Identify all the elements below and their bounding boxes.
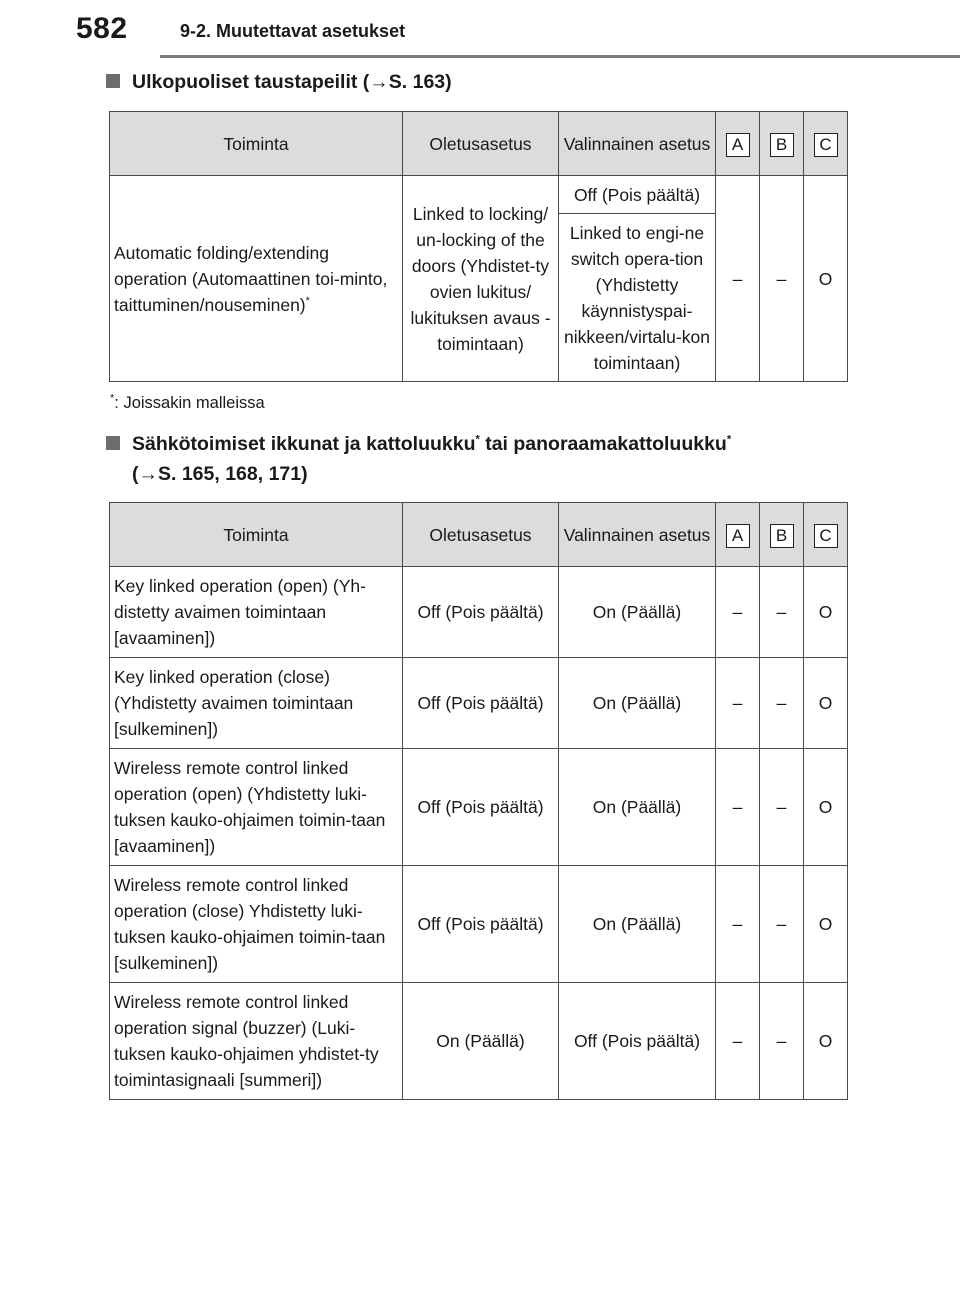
page-number: 582 [76, 12, 128, 45]
column-header-b [760, 112, 804, 176]
letter-box: A [726, 133, 750, 157]
footnote-mark: * [475, 433, 480, 446]
table-row [110, 176, 848, 214]
section-title-ref: (→S. 165, 168, 171) [132, 463, 308, 485]
column-header [559, 503, 716, 567]
column-header-a [716, 503, 760, 567]
function-cell: Wireless remote control linked operation (close) Yhdistetty luki-tuksen kauko-ohjaimen toimin-taan [sulkeminen]) [110, 866, 403, 983]
a-cell: – [716, 866, 760, 983]
header-rule [160, 55, 960, 58]
column-header-c [804, 503, 848, 567]
letter-box: A [726, 524, 750, 548]
c-cell: O [804, 983, 848, 1100]
a-cell: – [716, 749, 760, 866]
letter-box: C [814, 524, 838, 548]
footnote-mark: * [305, 294, 310, 307]
option-cell: On (Päällä) [559, 749, 716, 866]
b-cell: – [760, 658, 804, 749]
table-header-row [110, 503, 848, 567]
function-cell: Wireless remote control linked operation signal (buzzer) (Luki-tuksen kauko-ohjaimen yhdistet-ty toimintasignaali [summeri]) [110, 983, 403, 1100]
c-cell: O [804, 567, 848, 658]
page-header [0, 0, 960, 60]
function-cell: Key linked operation (close) (Yhdistetty avaimen toimintaan [sulkeminen]) [110, 658, 403, 749]
mirrors-settings-table [109, 111, 848, 382]
c-cell: O [804, 749, 848, 866]
column-header: Toiminta [110, 503, 403, 567]
c-cell: O [804, 658, 848, 749]
windows-settings-table [109, 502, 848, 1100]
section-title-windows [106, 429, 731, 489]
letter-box: C [814, 133, 838, 157]
default-cell: Linked to locking/ un-locking of the doors (Yhdistet-ty ovien lukitus/ lukituksen avaus -toimintaan) [403, 176, 559, 382]
footnote-mark: * [110, 392, 115, 405]
function-cell [110, 176, 403, 382]
table-row [110, 983, 848, 1100]
table-header-row [110, 112, 848, 176]
option-cell: Off (Pois päältä) [559, 176, 716, 214]
letter-box: B [770, 524, 794, 548]
a-cell: – [716, 983, 760, 1100]
option-cell: Linked to engi-ne switch opera-tion (Yhdistetty käynnistyspai-nikkeen/virtalu-kon toimintaan) [559, 214, 716, 382]
table-row [110, 866, 848, 983]
section-title-text: Sähkötoimiset ikkunat ja kattoluukku [132, 433, 476, 455]
table-row [110, 567, 848, 658]
column-header-text: Valinnainen asetus [563, 133, 711, 154]
section-title-text: Ulkopuoliset taustapeilit (→S. 163) [132, 71, 452, 93]
column-header: Oletusasetus [403, 112, 559, 176]
function-text: Automatic folding/extending operation (Automaattinen toi-minto, taittuminen/nouseminen) [114, 242, 388, 315]
default-cell: Off (Pois päältä) [403, 567, 559, 658]
b-cell: – [760, 749, 804, 866]
default-cell: Off (Pois päältä) [403, 658, 559, 749]
footnote-text: : Joissakin malleissa [114, 394, 265, 412]
option-cell: On (Päällä) [559, 866, 716, 983]
function-cell: Wireless remote control linked operation (open) (Yhdistetty luki-tuksen kauko-ohjaimen toimin-taan [avaaminen]) [110, 749, 403, 866]
column-header-text: Valinnainen asetus [563, 524, 711, 545]
chapter-title: 9-2. Muutettavat asetukset [180, 21, 406, 41]
c-cell: O [804, 866, 848, 983]
b-cell: – [760, 866, 804, 983]
column-header-b [760, 503, 804, 567]
default-cell: On (Päällä) [403, 983, 559, 1100]
option-cell: On (Päällä) [559, 658, 716, 749]
column-header-a [716, 112, 760, 176]
function-cell: Key linked operation (open) (Yh-distetty avaimen toimintaan [avaaminen]) [110, 567, 403, 658]
b-cell: – [760, 567, 804, 658]
section-title-mirrors [106, 67, 452, 97]
column-header: Oletusasetus [403, 503, 559, 567]
footnote-mark: * [726, 433, 732, 446]
default-cell: Off (Pois päältä) [403, 749, 559, 866]
a-cell: – [716, 567, 760, 658]
column-header [559, 112, 716, 176]
a-cell: – [716, 176, 760, 382]
column-header-c [804, 112, 848, 176]
square-bullet-icon [106, 436, 120, 450]
footnote [110, 394, 265, 413]
b-cell: – [760, 176, 804, 382]
section-title-text: tai panoraamakattoluukku [479, 433, 727, 455]
column-header: Toiminta [110, 112, 403, 176]
table-row [110, 749, 848, 866]
option-cell: On (Päällä) [559, 567, 716, 658]
letter-box: B [770, 133, 794, 157]
b-cell: – [760, 983, 804, 1100]
option-cell: Off (Pois päältä) [559, 983, 716, 1100]
c-cell: O [804, 176, 848, 382]
square-bullet-icon [106, 74, 120, 88]
table-row [110, 658, 848, 749]
a-cell: – [716, 658, 760, 749]
default-cell: Off (Pois päältä) [403, 866, 559, 983]
